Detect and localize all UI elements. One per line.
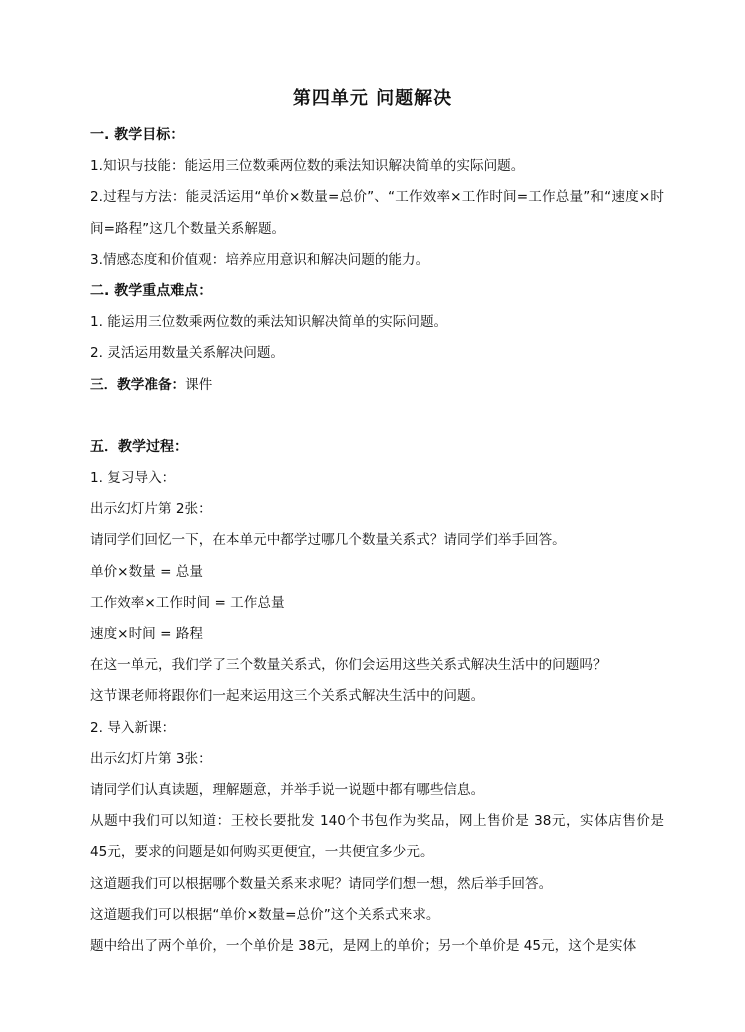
section-heading-objectives: 一. 教学目标： — [90, 127, 185, 143]
section-preparation — [90, 370, 664, 401]
step1-paragraph-2: 这节课老师将跟你们一起来运用这三个关系式解决生活中的问题。 — [90, 688, 485, 705]
formula-work: 工作效率×工作时间 = 工作总量 — [90, 594, 285, 611]
step1-paragraph-1: 在这一单元，我们学了三个数量关系式，你们会运用这些关系式解决生活中的问题吗？ — [90, 657, 607, 674]
preparation-value: 课件 — [185, 376, 213, 393]
step2-paragraph-1: 请同学们认真读题，理解题意，并举手说一说题中都有哪些信息。 — [90, 781, 485, 798]
step2-slide: 出示幻灯片第 3张： — [90, 750, 212, 767]
step1-title: 1. 复习导入： — [90, 470, 176, 487]
objective-1: 1.知识与技能：能运用三位数乘两位数的乘法知识解决简单的实际问题。 — [90, 158, 525, 175]
step2-paragraph-3: 这道题我们可以根据哪个数量关系来求呢？请同学们想一想，然后举手回答。 — [90, 875, 553, 892]
document-body — [90, 120, 664, 962]
preparation-label: 三．教学准备： — [90, 376, 186, 393]
section-heading-process: 五．教学过程： — [90, 438, 188, 455]
step2-title: 2. 导入新课： — [90, 719, 176, 736]
section-heading-key-points: 二. 教学重点难点： — [90, 282, 213, 299]
step2-paragraph-5: 题中给出了两个单价，一个单价是 38元，是网上的单价；另一个单价是 45元，这个是实体 — [90, 937, 637, 954]
key-point-2: 2. 灵活运用数量关系解决问题。 — [90, 345, 285, 362]
formula-price: 单价×数量 = 总量 — [90, 563, 203, 580]
step1-slide: 出示幻灯片第 2张： — [90, 501, 212, 518]
page-title: 第四单元 问题解决 — [292, 88, 453, 109]
objective-2: 2.过程与方法：能灵活运用“单价×数量=总价”、“工作效率×工作时间=工作总量”和“速度×时间=路程”这几个数量关系解题。 — [90, 189, 664, 237]
step1-question: 请同学们回忆一下，在本单元中都学过哪几个数量关系式？请同学们举手回答。 — [90, 532, 566, 549]
section-schedule — [90, 401, 664, 432]
objective-3: 3.情感态度和价值观：培养应用意识和解决问题的能力。 — [90, 251, 430, 268]
formula-speed: 速度×时间 = 路程 — [90, 626, 203, 643]
key-point-1: 1. 能运用三位数乘两位数的乘法知识解决简单的实际问题。 — [90, 314, 448, 331]
step2-paragraph-4: 这道题我们可以根据“单价×数量=总价”这个关系式来求。 — [90, 906, 440, 923]
step2-paragraph-2: 从题中我们可以知道：王校长要批发 140个书包作为奖品，网上售价是 38元，实体店售价是 45元，要求的问题是如何购买更便宜，一共便宜多少元。 — [90, 813, 664, 861]
